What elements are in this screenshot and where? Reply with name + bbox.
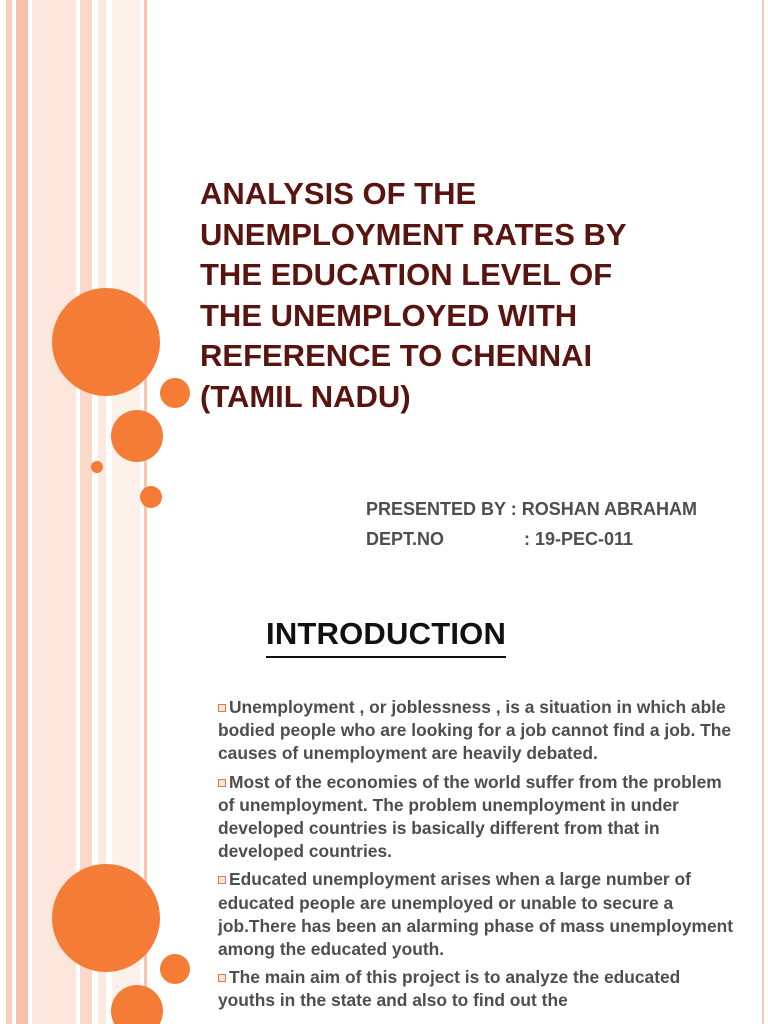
right-stripe [762,582,764,1024]
decorative-circle-large [52,864,160,972]
presenter-info [366,494,746,554]
presentation-title: ANALYSIS OF THE UNEMPLOYMENT RATES BY THE EDUCATION LEVEL OF THE UNEMPLOYED WITH REFERENCE TO CHENNAI (TAMIL NADU) [200,176,627,414]
dept-value: : 19-PEC-011 [524,529,634,549]
presented-by-label: PRESENTED BY : ROSHAN ABRAHAM [366,499,698,519]
bullet-text: Educated unemployment arises when a large number of educated people are unemployed or unable to secure a job.There has been an alarming phase of mass unemployment among the educated youth. [218,869,734,960]
square-bullet-icon [218,779,226,787]
decorative-circle-small [140,486,162,508]
stripe [6,582,12,1024]
stripe [32,0,76,582]
bullet-item [218,696,738,766]
bullet-item [218,868,738,961]
square-bullet-icon [218,974,226,982]
stripe [16,0,28,582]
stripe [16,582,28,1024]
decorative-circle-small [160,378,190,408]
square-bullet-icon [218,704,226,712]
bullet-text: The main aim of this project is to analyze the educated youths in the state and also to find out the [218,967,681,1011]
bullet-text: Unemployment , or joblessness , is a situation in which able bodied people who are looking for a job cannot find a job. The causes of unemployment are heavily debated. [218,697,732,764]
bullet-text: Most of the economies of the world suffer from the problem of unemployment. The problem unemployment in under developed countries is basically different from that in developed countries. [218,771,722,862]
stripe [144,582,147,1024]
decorative-dot [91,461,103,473]
bullet-item [218,966,738,1012]
dept-label: DEPT.NO [366,529,445,549]
bullet-list [218,696,738,1018]
introduction-heading: INTRODUCTION [266,616,506,658]
right-stripe [762,0,764,582]
stripe [6,0,12,582]
decorative-circle-medium [111,410,163,462]
introduction-slide [0,582,768,1024]
decorative-circle-large [52,288,160,396]
square-bullet-icon [218,876,226,884]
bullet-item [218,771,738,864]
decorative-circle-small [160,954,190,984]
